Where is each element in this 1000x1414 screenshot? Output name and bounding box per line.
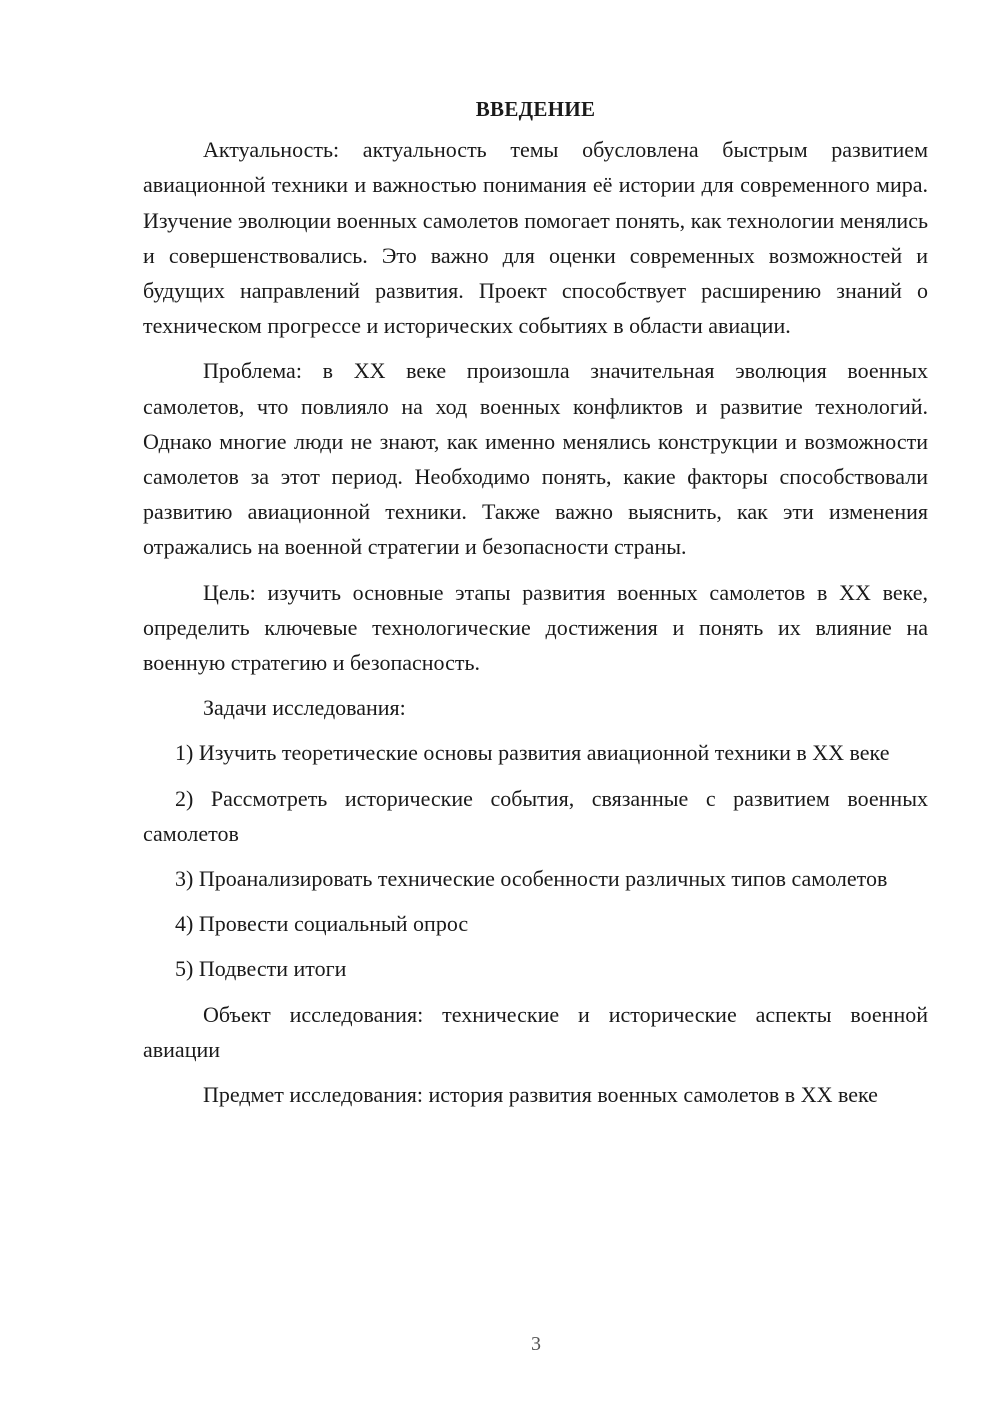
research-object-paragraph: Объект исследования: технические и исторические аспекты военной авиации	[143, 1001, 928, 1062]
task-item-1: 1) Изучить теоретические основы развития авиационной техники в XX веке	[175, 740, 890, 766]
problem-paragraph: Проблема: в XX веке произошла значительная эволюция военных самолетов, что повлияло на ход военных конфликтов и развитие технологий. Однако многие люди не знают, как именно менялись конструкции и возможности самолетов за этот период. Необходимо понять, какие факторы способствовали развитию авиационной техники. Также важно выяснить, как эти изменения отражались на военной стратегии и безопасности страны.	[143, 358, 928, 560]
task-item-3: 3) Проанализировать технические особенности различных типов самолетов	[175, 866, 888, 892]
page-number: 3	[531, 1333, 541, 1355]
task-item-2: 2) Рассмотреть исторические события, связанные с развитием военных самолетов	[143, 785, 928, 846]
research-subject-paragraph: Предмет исследования: история развития военных самолетов в XX веке	[203, 1082, 878, 1108]
task-item-4: 4) Провести социальный опрос	[175, 911, 469, 937]
document-page	[143, 92, 928, 1122]
goal-paragraph: Цель: изучить основные этапы развития военных самолетов в XX веке, определить ключевые технологические достижения и понять их влияние на военную стратегию и безопасность.	[143, 579, 928, 676]
tasks-heading: Задачи исследования:	[203, 695, 406, 721]
task-item-5: 5) Подвести итоги	[175, 956, 347, 982]
section-title: ВВЕДЕНИЕ	[475, 97, 596, 121]
relevance-paragraph: Актуальность: актуальность темы обусловлена быстрым развитием авиационной техники и важностью понимания её истории для современного мира. Изучение эволюции военных самолетов помогает понять, как технологии менялись и совершенствовались. Это важно для оценки современных возможностей и будущих направлений развития. Проект способствует расширению знаний о техническом прогрессе и исторических событиях в области авиации.	[143, 137, 928, 339]
